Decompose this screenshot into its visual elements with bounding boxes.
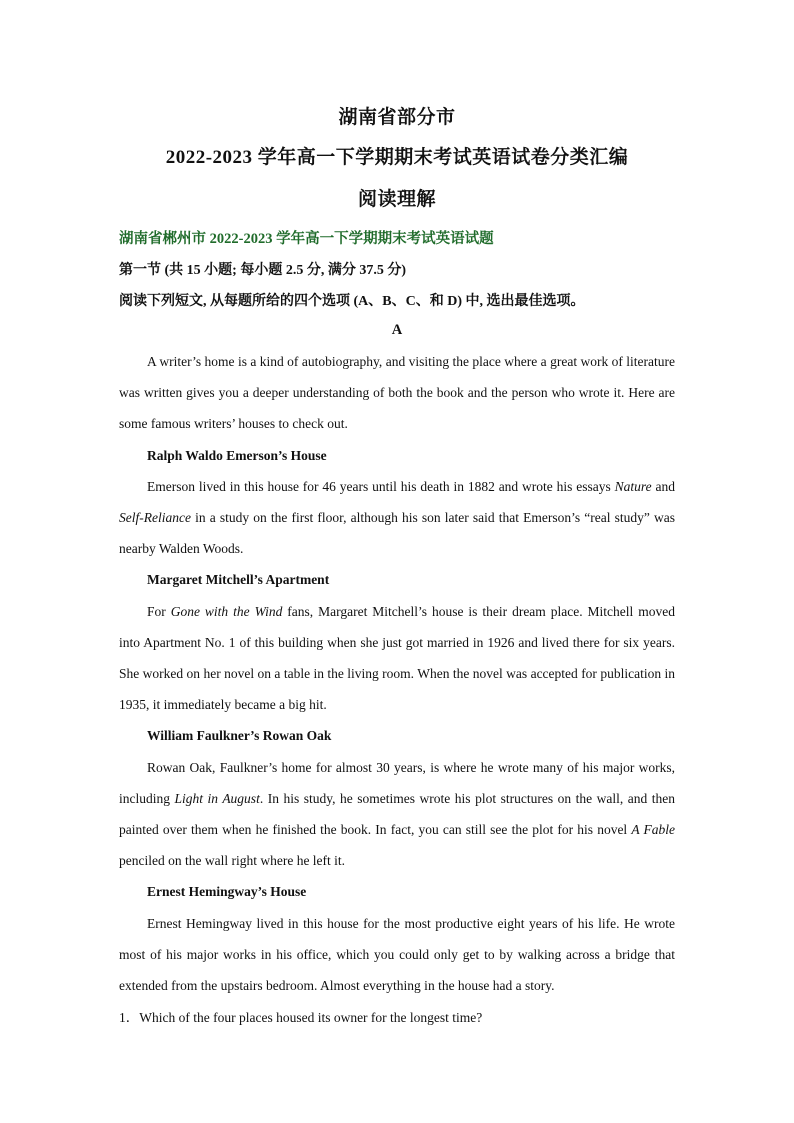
title-region: 湖南省部分市 [338,107,456,128]
passage-letter: A [391,322,403,338]
title-section: 阅读理解 [357,189,436,210]
section-paragraph: Ernest Hemingway lived in this house for the most productive eight years of his life. He wrote most of his major works in his office, which you could only get to by walking across a bridge that extended from the upstairs bedroom. Almost everything in the house had a story. [119,915,675,994]
title-exam: 2022-2023 学年高一下学期期末考试英语试卷分类汇编 [165,147,629,168]
section-paragraph: Rowan Oak, Faulkner’s home for almost 30 years, is where he wrote many of his major works, including Light in August. In his study, he sometimes wrote his plot structures on the wall, and then painted over them when he finished the book. In fact, you can still see the plot for his novel A Fable penciled on the wall right where he left it. [119,759,675,869]
question-1: 1．Which of the four places housed its owner for the longest time? [119,1010,483,1025]
directions: 阅读下列短文, 从每题所给的四个选项 (A、B、C、和 D) 中, 选出最佳选项。 [119,294,585,309]
passage-intro: A writer’s home is a kind of autobiography, and visiting the place where a great work of literature was written gives you a deeper understanding of both the book and the person who wrote it. Here are some famous writers’ houses to check out. [119,354,675,432]
section-heading: Ernest Hemingway’s House [147,884,307,900]
section-paragraph: For Gone with the Wind fans, Margaret Mitchell’s house is their dream place. Mitchell moved into Apartment No. 1 of this building when she just got married in 1926 and lived there for six years. She worked on her novel on a table in the living room. When the novel was accepted for publication in 1935, it immediately became a big hit. [119,603,675,713]
section-paragraph: Emerson lived in this house for 46 years until his death in 1882 and wrote his essays Nature and Self-Reliance in a study on the first floor, although his son later said that Emerson’s “real study” was nearby Walden Woods. [119,478,675,557]
passage-body [119,346,675,1001]
part-instruction: 第一节 (共 15 小题; 每小题 2.5 分, 满分 37.5 分) [119,263,406,278]
source-heading: 湖南省郴州市 2022-2023 学年高一下学期期末考试英语试题 [119,231,494,247]
section-heading: Margaret Mitchell’s Apartment [147,572,330,588]
section-heading: Ralph Waldo Emerson’s House [147,447,327,463]
section-heading: William Faulkner’s Rowan Oak [147,728,332,744]
